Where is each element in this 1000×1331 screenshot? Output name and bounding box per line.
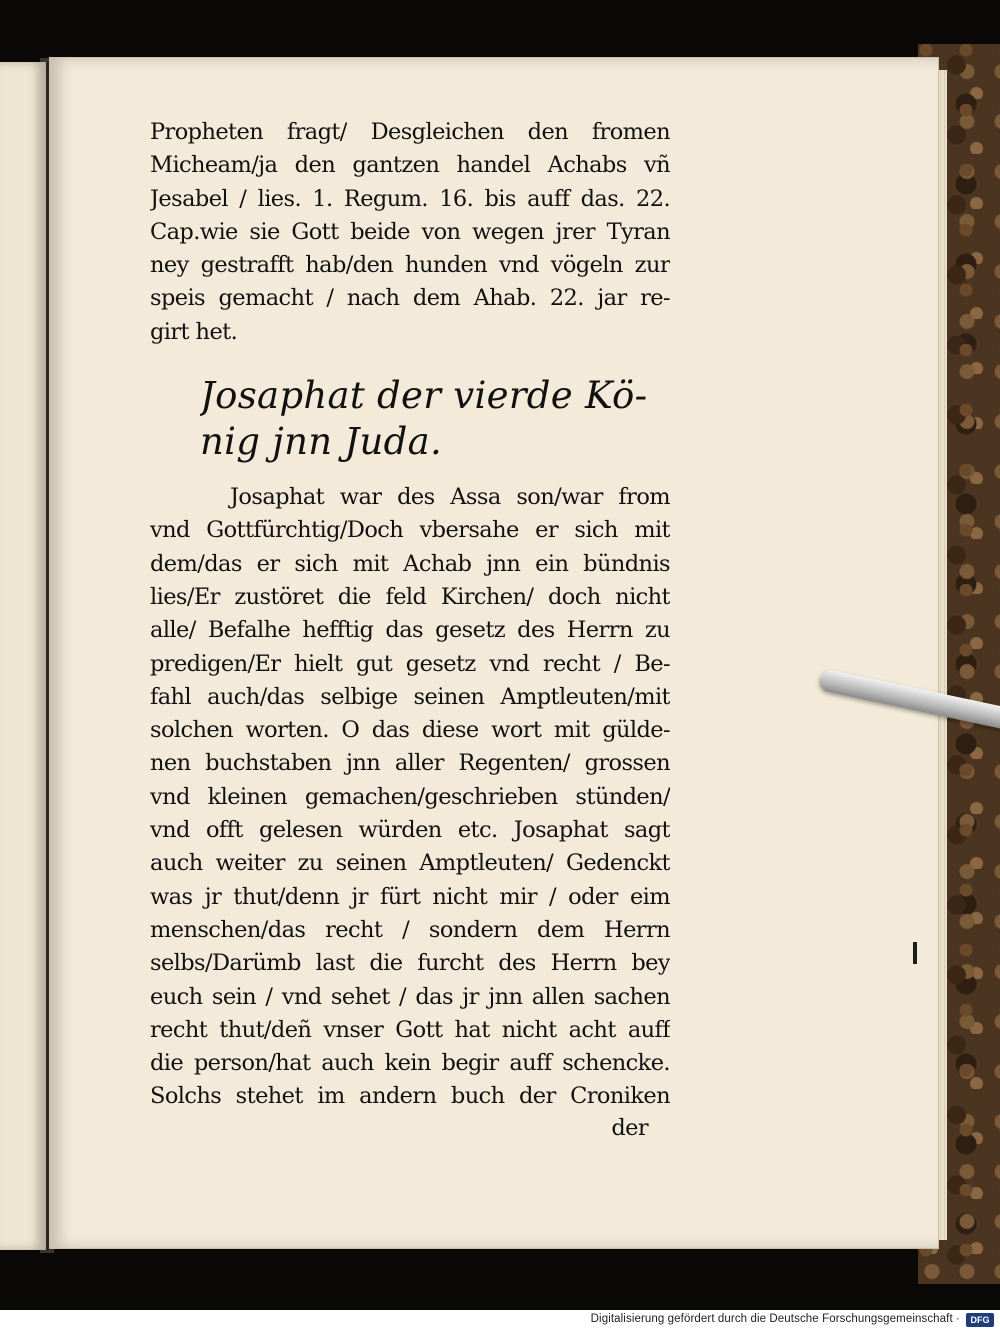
text-line: Jesabel / lies. 1. Regum. 16. bis auff das. 22. bbox=[150, 185, 670, 212]
text-line: fahl auch/das selbige seinen Amptleuten/mit bbox=[150, 683, 670, 710]
text-line: girt het. bbox=[150, 318, 238, 345]
text-line: die person/hat auch kein begir auff schencke. bbox=[150, 1050, 670, 1077]
text-line: Propheten fragt/ Desgleichen den fromen bbox=[150, 119, 670, 145]
catchword: der bbox=[611, 1114, 648, 1141]
text-line: euch sein / vnd sehet / das jr jnn allen sachen bbox=[150, 983, 670, 1010]
footer-bar bbox=[0, 1310, 1000, 1331]
left-page-edge bbox=[0, 62, 52, 1250]
section-heading bbox=[200, 373, 670, 465]
text-line: vnd Gottfürchtig/Doch vbersahe er sich mit bbox=[150, 517, 670, 544]
text-line: predigen/Er hielt gut gesetz vnd recht / Be- bbox=[150, 650, 670, 677]
text-line: Solchs stehet im andern buch der Croniken bbox=[150, 1083, 670, 1110]
text-line: vnd offt gelesen würden etc. Josaphat sagt bbox=[150, 817, 670, 844]
text-line: recht thut/deñ vnser Gott hat nicht acht auff bbox=[150, 1016, 670, 1043]
text-line: Josaphat war des Assa son/war from bbox=[230, 484, 670, 511]
paragraph-top bbox=[150, 116, 670, 349]
text-line: alle/ Befalhe hefftig das gesetz des Herrn zu bbox=[150, 617, 670, 644]
paragraph-body bbox=[150, 481, 670, 1145]
page-text bbox=[150, 116, 670, 1145]
text-line: vnd kleinen gemachen/geschrieben stünden/ bbox=[150, 783, 670, 810]
text-line: Micheam/ja den gantzen handel Achabs vñ bbox=[150, 152, 670, 179]
text-line: menschen/das recht / sondern dem Herrn bbox=[150, 916, 670, 943]
text-line: selbs/Darümb last die furcht des Herrn bey bbox=[150, 950, 670, 977]
dfg-logo-icon: DFG bbox=[966, 1313, 994, 1327]
heading-line: Josaphat der vierde Kö- bbox=[200, 374, 648, 418]
text-line: auch weiter zu seinen Amptleuten/ Gedenckt bbox=[150, 850, 670, 877]
text-line: was jr thut/denn jr fürt nicht mir / oder eim bbox=[150, 883, 670, 910]
text-line: lies/Er zustöret die feld Kirchen/ doch nicht bbox=[150, 583, 670, 610]
margin-mark bbox=[913, 942, 917, 964]
text-line: Cap.wie sie Gott beide von wegen jrer Tyran bbox=[150, 218, 670, 245]
funding-credit: Digitalisierung gefördert durch die Deutsche Forschungsgemeinschaft · bbox=[590, 1313, 960, 1325]
heading-line: nig jnn Juda. bbox=[200, 420, 443, 464]
text-line: speis gemacht / nach dem Ahab. 22. jar re- bbox=[150, 285, 670, 312]
text-line: nen buchstaben jnn aller Regenten/ grossen bbox=[150, 750, 670, 777]
text-line: solchen worten. O das diese wort mit gülde- bbox=[150, 717, 670, 744]
text-line: dem/das er sich mit Achab jnn ein bündnis bbox=[150, 550, 670, 577]
text-line: ney gestrafft hab/den hunden vnd vögeln zur bbox=[150, 252, 670, 279]
